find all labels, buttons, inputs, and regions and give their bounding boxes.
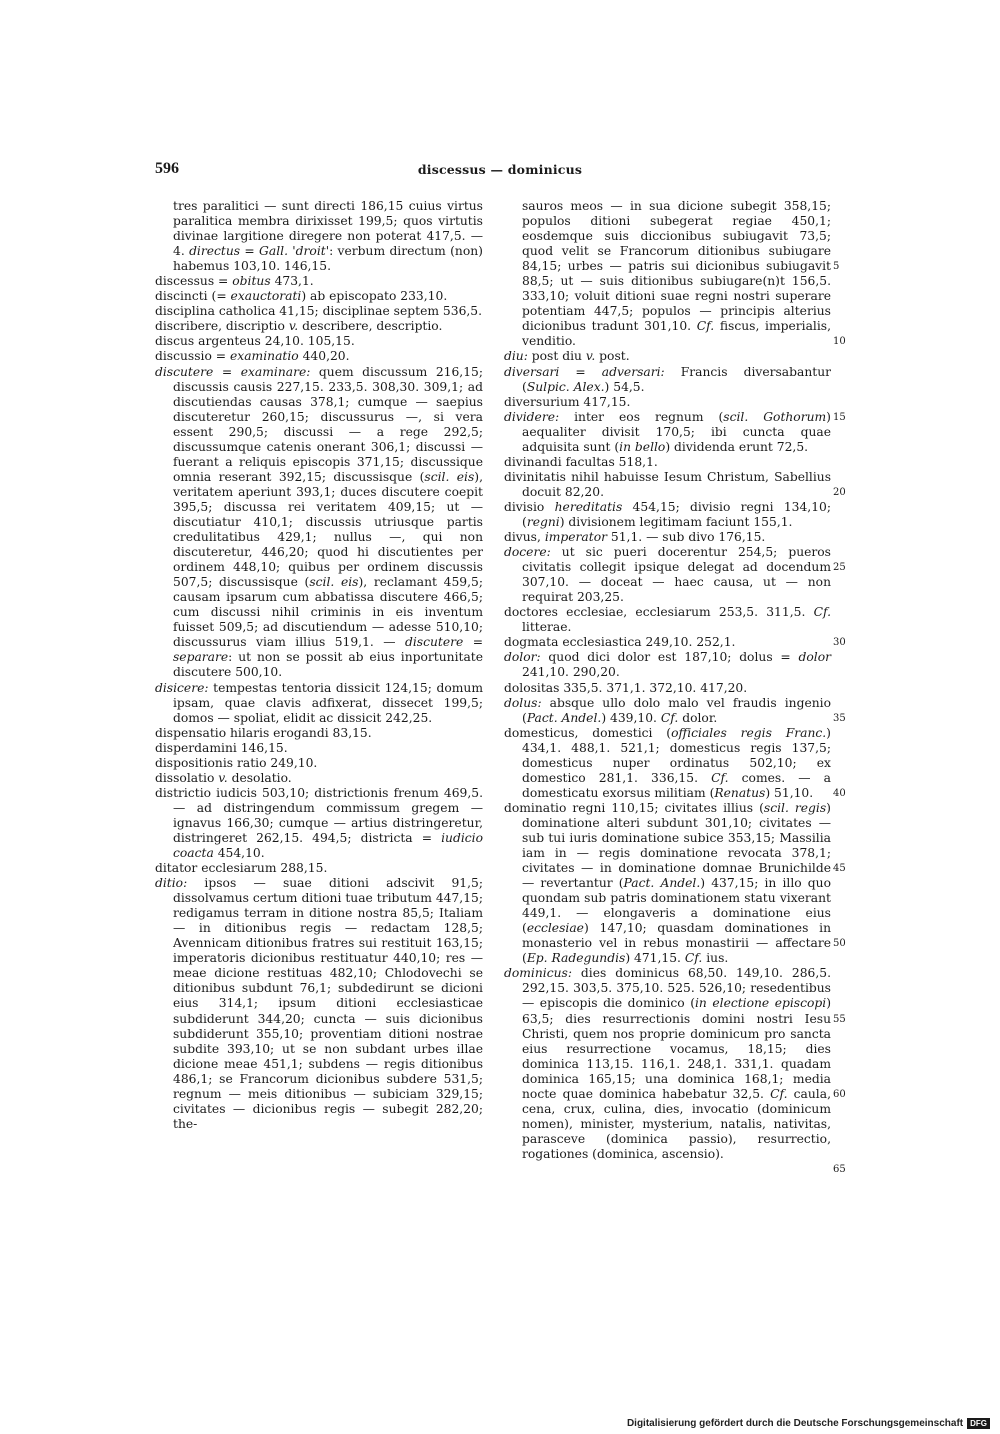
right-column [504, 199, 831, 1162]
dictionary-entry: dogmata ecclesiastica 249,10. 252,1. [504, 635, 736, 650]
running-head: discessus — dominicus [417, 162, 583, 177]
dictionary-entry: ditator ecclesiarum 288,15. [155, 861, 328, 876]
footer-text: Digitalisierung gefördert durch die Deutsche Forschungsgemeinschaft [626, 1418, 964, 1429]
dictionary-entry: dispensatio hilaris erogandi 83,15. [155, 725, 372, 740]
line-number: 60 [833, 1088, 846, 1100]
dictionary-entry: diu: post diu v. post. [504, 349, 630, 364]
line-number: 10 [833, 336, 846, 348]
dictionary-entry: diversurium 417,15. [504, 394, 631, 409]
dictionary-entry: docere: ut sic pueri docerentur 254,5; pueros civitatis collegit ipsique delegat ad docendum 307,10. — doceat — haec causa, ut — non requirat 203,25. [504, 545, 831, 605]
line-number: 25 [833, 562, 846, 574]
dictionary-entry: divisio hereditatis 454,15; divisio regni 134,10; (regni) divisionem legitimam faciunt 155,1. [504, 499, 832, 529]
dictionary-entry: discincti (= exauctorati) ab episcopato 233,10. [155, 289, 448, 304]
dictionary-entry: diversari = adversari: Francis diversabantur (Sulpic. Alex.) 54,5. [504, 364, 831, 394]
dictionary-entry: divinandi facultas 518,1. [504, 454, 658, 469]
dictionary-entry: dominicus: dies dominicus 68,50. 149,10. 286,5. 292,15. 303,5. 375,10. 525. 526,10; resedentibus — episcopis die dominico (in electione episcopi) 63,5; dies resurrectionis domini nostri Iesu Christi, quem nos proprie dominicum pro sancta eius resurrectione vocamus, 18,15; dies dominica 113,15. 116,1. 248,1. 331,1. quadam dominica 165,15; una dominica 168,1; media nocte quae dominica habebatur 32,5. Cf. caula, cena, crux, culina, dies, invocatio (dominicum nomen), minister, mysterium, natalis, nativitas, parasceve (dominica passio), resurrectio, rogationes (dominica, ascensio). [504, 966, 832, 1161]
dictionary-entry: districtio iudicis 503,10; districtionis frenum 469,5. — ad distringendum commissum gregem — ignavus 166,30; cumque — artius distringeretur, distringeret 262,15. 494,5; districta = iudicio coacta 454,10. [155, 785, 483, 861]
dictionary-entry: discutere = examinare: quem discussum 216,15; discussis causis 227,15. 233,5. 308,30. 309,1; ad discutiendas causas 378,1; cumque — saepius discuteretur 260,15; discussurus —, si vera essent 290,5; discussi — a rege 292,5; discussumque catenis onerant 306,1; discussi — fuerant a reliquis episcopis 371,15; discussique omnia reserant 392,15; discussisque (scil. eis), veritatem aperiunt 393,1; duces discutere coepit 395,5; discussa rei veritatem 409,15; ut — discutiatur 410,1; discussis utriusque partis credulitatibus 429,1; nullus —, qui non discuteretur, 446,20; quod hi discutientes per ordinem 448,10; quibus per ordinem discussis 507,5; discussisque (scil. eis), reclamant 459,5; causam ipsarum cum abbatissa discutere 466,5; cum discussi nihil criminis in eis inventum fuisset 509,5; ad discutiendum — adesse 510,10; discussurus viam illius 519,1. — discutere = separare: ut non se possit ab eius inportunitate discutere 500,10. [155, 364, 484, 680]
dictionary-entry: dissolatio v. desolatio. [155, 770, 292, 785]
dictionary-entry: dolus: absque ullo dolo malo vel fraudis ingenio (Pact. Andel.) 439,10. Cf. dolor. [504, 695, 831, 725]
dictionary-entry: sauros meos — in sua dicione subegit 358,15; populos ditioni subegerat regiae 450,1; eosdemque suis diccionibus subiugavit 73,5; quod velit se Francorum ditionibus subiugare 84,15; urbes — patris sui dicionibus subiugavit 88,5; ut — suis ditionibus subiugare(n)t 156,5. 333,10; voluit ditioni suae regni nostri superare potentiam 447,5; populos — principis alterius dicionibus tradunt 301,10. Cf. fiscus, imperialis, venditio. [522, 199, 831, 349]
line-number: 55 [833, 1013, 846, 1025]
dictionary-entry: divus, imperator 51,1. — sub divo 176,15. [504, 530, 766, 545]
dictionary-entry: discus argenteus 24,10. 105,15. [155, 334, 355, 349]
dictionary-entry: disperdamini 146,15. [155, 740, 288, 755]
line-number: 15 [833, 411, 846, 423]
dictionary-entry: domesticus, domestici (officiales regis Franc.) 434,1. 488,1. 521,1; domesticus regis 137,5; domesticus nuper ordinatus 502,10; ex domestico 281,1. 336,15. Cf. comes. — a domesticatu exorsus militiam (Renatus) 51,10. [504, 725, 831, 800]
line-number: 50 [833, 938, 846, 950]
line-number: 40 [833, 787, 846, 799]
page-header [155, 160, 845, 184]
dictionary-entry: disicere: tempestas tentoria dissicit 124,15; domum ipsam, quae clavis adfixerat, dissecet 199,5; domos — spoliat, elidit ac dissicit 242,25. [155, 680, 483, 725]
dictionary-entry: divinitatis nihil habuisse Iesum Christum, Sabellius docuit 82,20. [504, 469, 831, 499]
dictionary-entry: disciplina catholica 41,15; disciplinae septem 536,5. [155, 304, 483, 319]
line-number: 30 [833, 637, 846, 649]
line-number: 45 [833, 863, 846, 875]
dictionary-entry: dolositas 335,5. 371,1. 372,10. 417,20. [504, 680, 748, 695]
dictionary-entry: doctores ecclesiae, ecclesiarum 253,5. 311,5. Cf. litterae. [504, 605, 831, 635]
line-number: 65 [833, 1164, 846, 1176]
dictionary-entry: discussio = examinatio 440,20. [155, 349, 350, 364]
dictionary-entry: ditio: ipsos — suae ditioni adscivit 91,5; dissolvamus certum ditioni tuae tributum 447,15; redigamus terram in ditione nostra 85,5; Italiam — in ditionibus regis — redactam 128,5; Avennicam ditionibus fratres sui restituit 163,15; imperatoris dicionibus restituatur 440,10; res — meae dicione restituas 482,10; Chlodovechi se ditionibus subdunt 76,1; subdedirunt se dicioni eius 314,1; ipsum ditioni ecclesiasticae subdiderunt 344,20; cuncta — suis dicionibus subdiderunt 355,10; proventiam ditioni nostrae subdite 393,10; ut se non subdant urbes illae dicione meae 451,1; subdens — regis ditionibus 486,1; se Francorum dicionibus subdere 531,5; regnum — meis ditionibus — subiciam 329,15; civitates — dicionibus regis — subegit 282,20; the- [155, 876, 483, 1131]
page-number: 596 [155, 160, 179, 177]
dfg-logo: DFG [967, 1418, 990, 1429]
dictionary-entry: dominatio regni 110,15; civitates illius (scil. regis) dominatione alteri subdunt 301,10; civitates — sub tui iuris dominatione subice 353,15; Massilia iam in — regis dominatione revocata 378,1; civitates — in dominatione domnae Brunichilde — revertantur (Pact. Andel.) 437,15; in illo quo quondam sub patris dominationem statu vixerant 449,1. — elongaveris a dominatione eius (ecclesiae) 147,10; quasdam dominationes in monasterio vel in rebus monastirii — affectare (Ep. Radegundis) 471,15. Cf. ius. [504, 800, 831, 966]
dictionary-entry: discessus = obitus 473,1. [155, 274, 314, 289]
line-number: 20 [833, 486, 846, 498]
left-column [155, 199, 483, 1132]
line-number: 5 [833, 261, 840, 273]
dictionary-entry: discribere, discriptio v. describere, descriptio. [155, 319, 443, 334]
dictionary-entry: tres paralitici — sunt directi 186,15 cuius virtus paralitica membra dirixisset 199,5; quos virtutis divinae largitione diregere non poterat 417,5. — 4. directus = Gall. 'droit': verbum directum (non) habemus 103,10. 146,15. [173, 199, 483, 274]
dictionary-entry: dolor: quod dici dolor est 187,10; dolus = dolor 241,10. 290,20. [504, 650, 831, 680]
dictionary-entry: dispositionis ratio 249,10. [155, 755, 318, 770]
footer [627, 1418, 990, 1429]
line-number: 35 [833, 712, 846, 724]
dictionary-entry: dividere: inter eos regnum (scil. Gothorum) aequaliter divisit 170,5; ibi cuncta quae adquisita sunt (in bello) dividenda erunt 72,5. [504, 409, 831, 454]
